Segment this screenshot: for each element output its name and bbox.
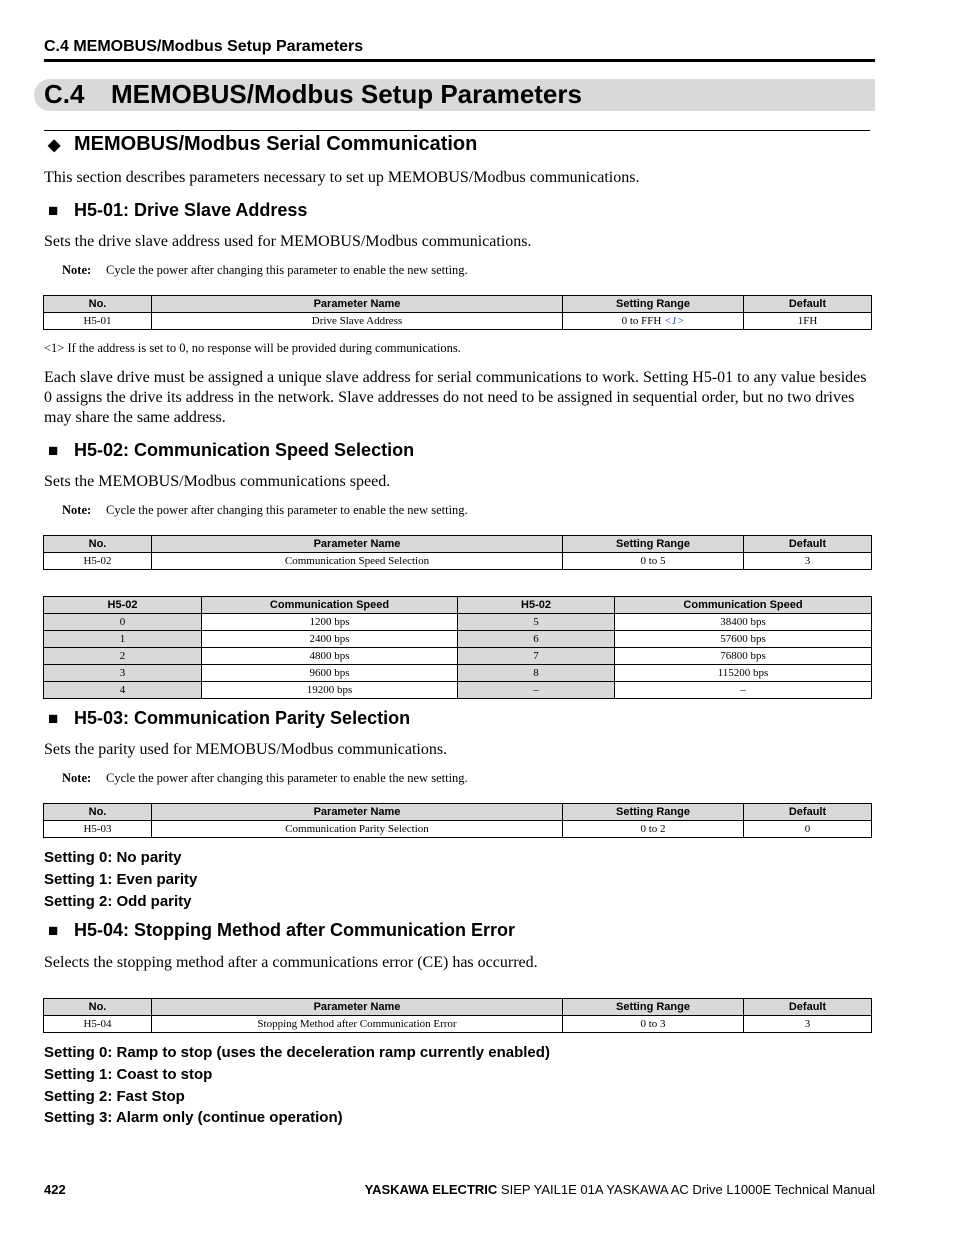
- section-rule: [44, 130, 870, 131]
- setting-value: 7: [458, 648, 615, 665]
- speed-value: 38400 bps: [615, 614, 872, 631]
- h5-01-description: Sets the drive slave address used for MEMOBUS/Modbus communications.: [44, 233, 532, 250]
- footer-manual-title: [365, 1182, 875, 1197]
- h5-03-setting-2: Setting 2: Odd parity: [44, 893, 192, 910]
- param-no: H5-01: [44, 313, 152, 330]
- table-header-row: [44, 536, 872, 553]
- h5-04-parameter-table: [43, 998, 872, 1033]
- h5-04-setting-0: Setting 0: Ramp to stop (uses the deceleration ramp currently enabled): [44, 1044, 550, 1061]
- square-bullet-icon: ■: [48, 201, 59, 220]
- speed-value: 2400 bps: [202, 631, 458, 648]
- page-title: [44, 78, 582, 110]
- col-header-no: No.: [44, 296, 152, 313]
- speed-value: –: [615, 682, 872, 699]
- param-range: 0 to 3: [563, 1016, 744, 1033]
- h5-03-parameter-table: [43, 803, 872, 838]
- col-header-default: Default: [744, 536, 872, 553]
- h5-04-heading-text: H5-04: Stopping Method after Communication Error: [74, 920, 516, 940]
- h5-02-parameter-table: [43, 535, 872, 570]
- setting-value: 2: [44, 648, 202, 665]
- h5-03-setting-0: Setting 0: No parity: [44, 849, 182, 866]
- h5-03-setting-1: Setting 1: Even parity: [44, 871, 198, 888]
- col-header-name: Parameter Name: [152, 999, 563, 1016]
- setting-value: 6: [458, 631, 615, 648]
- note-text: Cycle the power after changing this parameter to enable the new setting.: [106, 503, 468, 517]
- setting-value: 8: [458, 665, 615, 682]
- speed-value: 9600 bps: [202, 665, 458, 682]
- col-header-no: No.: [44, 536, 152, 553]
- param-default: 3: [744, 553, 872, 570]
- col-header-name: Parameter Name: [152, 804, 563, 821]
- table-row: [44, 1016, 872, 1033]
- col-header-h5-02: H5-02: [458, 597, 615, 614]
- col-header-range: Setting Range: [563, 536, 744, 553]
- col-header-range: Setting Range: [563, 296, 744, 313]
- square-bullet-icon: ■: [48, 441, 59, 460]
- title-number: C.4: [44, 79, 85, 109]
- col-header-speed: Communication Speed: [202, 597, 458, 614]
- param-range: 0 to 2: [563, 821, 744, 838]
- setting-value: 4: [44, 682, 202, 699]
- param-name: Communication Speed Selection: [152, 553, 563, 570]
- col-header-default: Default: [744, 296, 872, 313]
- table-header-row: [44, 296, 872, 313]
- param-range-value: 0 to FFH: [621, 314, 662, 327]
- param-range: 0 to 5: [563, 553, 744, 570]
- section-intro: This section describes parameters necessary to set up MEMOBUS/Modbus communications.: [44, 169, 640, 186]
- col-header-default: Default: [744, 999, 872, 1016]
- table-row: [44, 665, 872, 682]
- table-row: [44, 631, 872, 648]
- setting-value: 3: [44, 665, 202, 682]
- table-row: [44, 648, 872, 665]
- section-title: [48, 133, 477, 156]
- table-row: [44, 682, 872, 699]
- square-bullet-icon: ■: [48, 921, 59, 940]
- title-text: MEMOBUS/Modbus Setup Parameters: [111, 79, 582, 109]
- param-name: Drive Slave Address: [152, 313, 563, 330]
- param-no: H5-02: [44, 553, 152, 570]
- h5-02-heading-text: H5-02: Communication Speed Selection: [74, 440, 415, 460]
- h5-01-heading-text: H5-01: Drive Slave Address: [74, 200, 308, 220]
- col-header-range: Setting Range: [563, 804, 744, 821]
- diamond-icon: ◆: [48, 137, 61, 154]
- speed-table: [43, 596, 872, 699]
- note-label: Note:: [62, 503, 92, 517]
- h5-03-description: Sets the parity used for MEMOBUS/Modbus communications.: [44, 741, 448, 758]
- page-number: 422: [44, 1182, 66, 1197]
- speed-value: 1200 bps: [202, 614, 458, 631]
- setting-value: –: [458, 682, 615, 699]
- param-no: H5-03: [44, 821, 152, 838]
- col-header-default: Default: [744, 804, 872, 821]
- param-default: 3: [744, 1016, 872, 1033]
- param-name: Stopping Method after Communication Error: [152, 1016, 563, 1033]
- h5-04-description: Selects the stopping method after a communications error (CE) has occurred.: [44, 954, 538, 971]
- col-header-range: Setting Range: [563, 999, 744, 1016]
- h5-03-heading: [48, 708, 410, 729]
- footer-brand: YASKAWA ELECTRIC: [364, 1182, 498, 1197]
- note-text: Cycle the power after changing this parameter to enable the new setting.: [106, 263, 468, 277]
- setting-value: 1: [44, 631, 202, 648]
- speed-value: 76800 bps: [615, 648, 872, 665]
- h5-03-note: [62, 771, 468, 786]
- table-header-row: [44, 597, 872, 614]
- h5-03-heading-text: H5-03: Communication Parity Selection: [74, 708, 411, 728]
- h5-01-parameter-table: [43, 295, 872, 330]
- setting-value: 5: [458, 614, 615, 631]
- speed-value: 115200 bps: [615, 665, 872, 682]
- table-row: [44, 553, 872, 570]
- param-range: [563, 313, 744, 330]
- h5-01-note: [62, 263, 468, 278]
- header-rule: [44, 59, 875, 62]
- note-text: Cycle the power after changing this parameter to enable the new setting.: [106, 771, 468, 785]
- h5-04-heading: [48, 920, 515, 941]
- col-header-no: No.: [44, 804, 152, 821]
- h5-04-setting-1: Setting 1: Coast to stop: [44, 1066, 213, 1083]
- param-default: 1FH: [744, 313, 872, 330]
- table-header-row: [44, 804, 872, 821]
- speed-value: 19200 bps: [202, 682, 458, 699]
- h5-04-setting-3: Setting 3: Alarm only (continue operation): [44, 1109, 343, 1126]
- h5-01-heading: [48, 200, 307, 221]
- table-header-row: [44, 999, 872, 1016]
- col-header-name: Parameter Name: [152, 536, 563, 553]
- h5-01-body: Each slave drive must be assigned a unique slave address for serial communications to work. Setting H5-01 to any value besides 0 assigns the drive its address in the network. Slave addresses do not need to be assigned in sequential order, but no two drives may share the same address.: [44, 369, 867, 426]
- param-default: 0: [744, 821, 872, 838]
- setting-value: 0: [44, 614, 202, 631]
- col-header-h5-02: H5-02: [44, 597, 202, 614]
- speed-value: 4800 bps: [202, 648, 458, 665]
- note-label: Note:: [62, 263, 92, 277]
- h5-02-note: [62, 503, 468, 518]
- h5-04-setting-2: Setting 2: Fast Stop: [44, 1088, 185, 1105]
- param-name: Communication Parity Selection: [152, 821, 563, 838]
- footer-manual-name: SIEP YAIL1E 01A YASKAWA AC Drive L1000E Technical Manual: [500, 1182, 875, 1197]
- param-no: H5-04: [44, 1016, 152, 1033]
- square-bullet-icon: ■: [48, 709, 59, 728]
- note-label: Note:: [62, 771, 92, 785]
- footnote-ref-link[interactable]: <1>: [664, 314, 685, 327]
- col-header-name: Parameter Name: [152, 296, 563, 313]
- running-header: C.4 MEMOBUS/Modbus Setup Parameters: [44, 38, 364, 55]
- h5-01-footnote: <1> If the address is set to 0, no response will be provided during communications.: [44, 341, 461, 355]
- table-row: [44, 614, 872, 631]
- h5-02-heading: [48, 440, 414, 461]
- table-row: [44, 313, 872, 330]
- table-row: [44, 821, 872, 838]
- col-header-no: No.: [44, 999, 152, 1016]
- section-title-text: MEMOBUS/Modbus Serial Communication: [74, 133, 478, 155]
- col-header-speed: Communication Speed: [615, 597, 872, 614]
- speed-value: 57600 bps: [615, 631, 872, 648]
- h5-02-description: Sets the MEMOBUS/Modbus communications speed.: [44, 473, 391, 490]
